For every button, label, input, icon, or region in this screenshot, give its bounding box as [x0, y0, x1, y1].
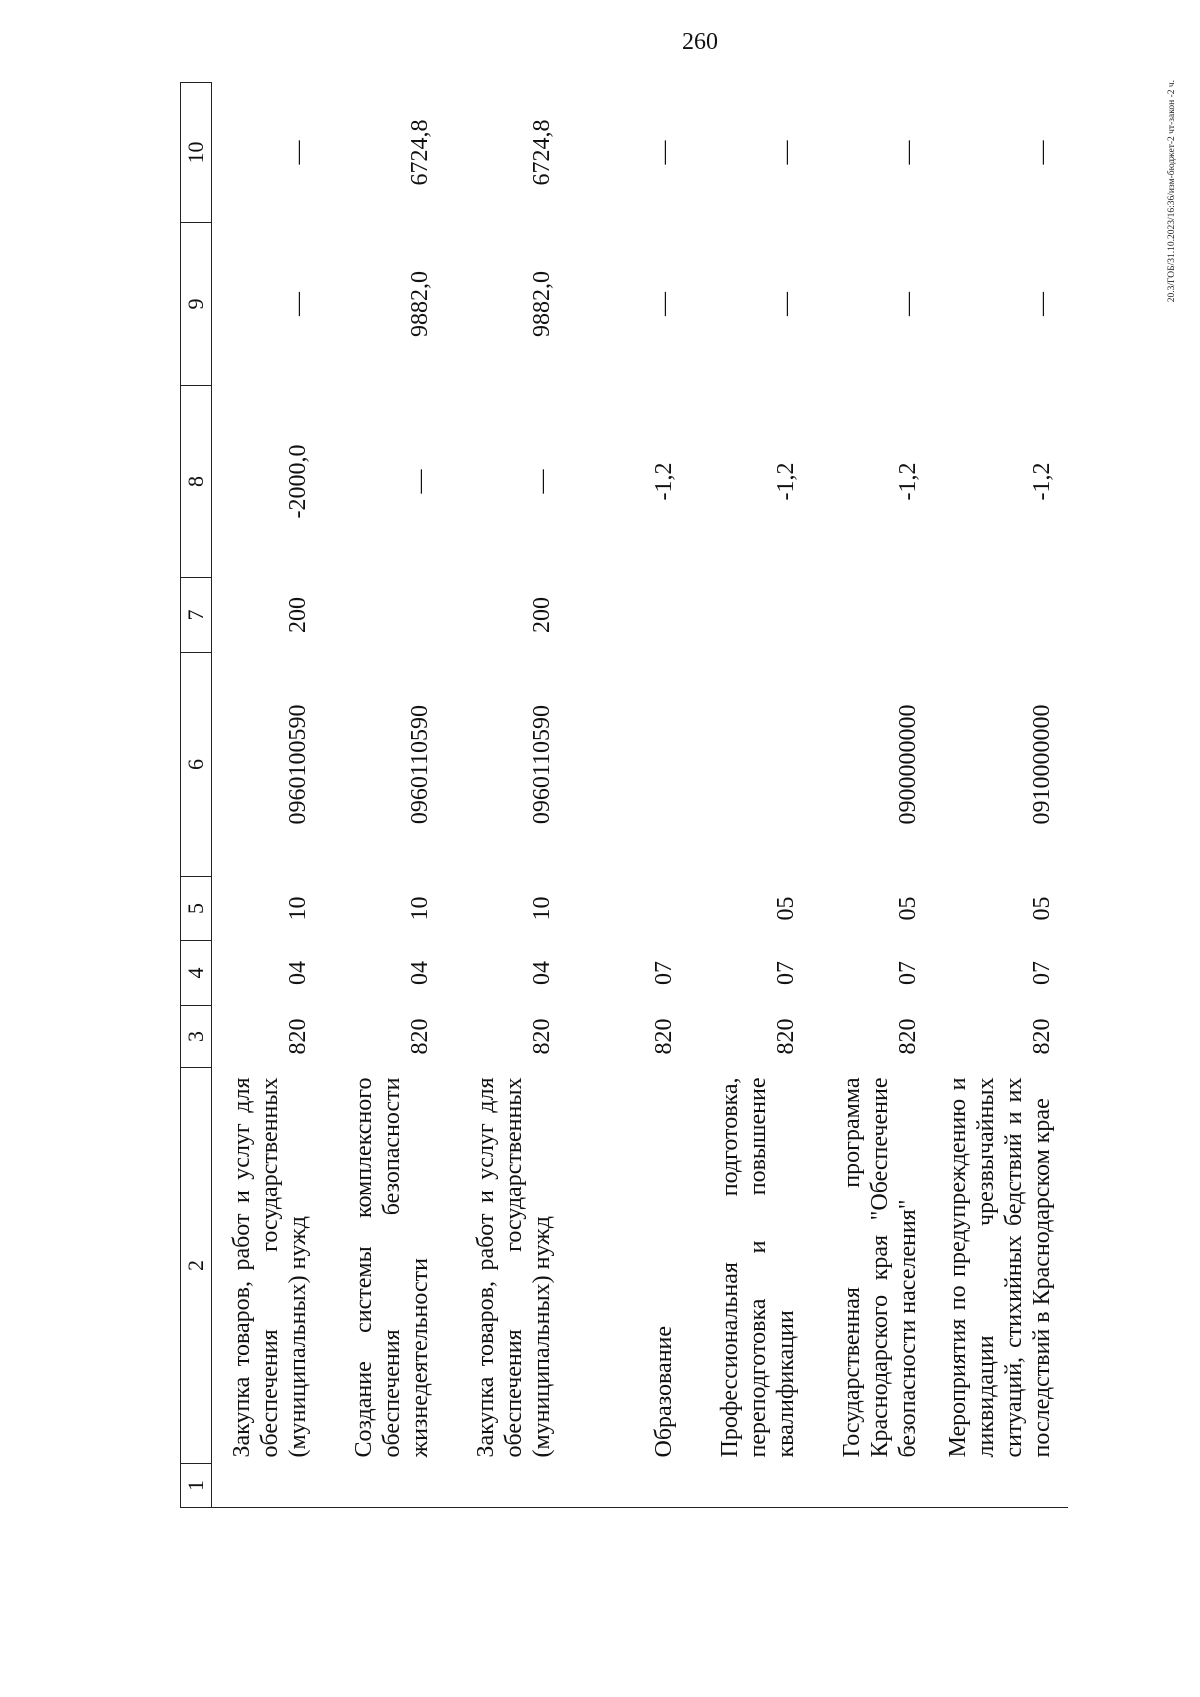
- cell-amount-col9: —: [895, 292, 921, 316]
- cell-expense-type: [812, 578, 934, 653]
- table-row: [324, 83, 446, 1508]
- cell-row-number: [690, 1464, 812, 1508]
- cell-amount-col10: —: [895, 140, 921, 165]
- cell-amount-col9: —: [651, 292, 677, 316]
- cell-section: 07: [1029, 961, 1055, 985]
- cell-expense-type: 200: [529, 597, 555, 633]
- cell-target-article: [568, 653, 690, 877]
- table-row: [446, 83, 568, 1508]
- cell-name: Профессиональная подготовка, переподготовка и повышение квалификации: [717, 1077, 799, 1458]
- cell-expense-type: [690, 578, 812, 653]
- cell-amount-col8: -1,2: [1029, 462, 1055, 501]
- table-row: [690, 83, 812, 1508]
- cell-amount-col8: -1,2: [651, 462, 677, 501]
- cell-amount-col10: —: [285, 140, 311, 165]
- cell-expense-type: 200: [285, 597, 311, 633]
- header-col-10: 10: [181, 83, 212, 223]
- cell-target-article: 0960110590: [407, 704, 433, 825]
- table-header-row: [181, 83, 212, 1508]
- page-number: 260: [682, 29, 718, 55]
- cell-name: Образование: [651, 1325, 677, 1458]
- cell-name: Закупка товаров, работ и услуг для обеспечения государственных (муниципальных) нужд: [473, 1077, 555, 1458]
- cell-amount-col10: —: [773, 140, 799, 165]
- cell-target-article: 0900000000: [895, 704, 921, 825]
- header-col-4: 4: [181, 941, 212, 1006]
- cell-row-number: [934, 1464, 1068, 1508]
- cell-subsection: 10: [529, 896, 555, 921]
- header-col-6: 6: [181, 653, 212, 877]
- cell-amount-col10: 6724,8: [529, 119, 555, 186]
- cell-expense-type: [934, 578, 1068, 653]
- cell-admin-code: 820: [529, 1018, 555, 1055]
- table-row: [812, 83, 934, 1508]
- cell-row-number: [812, 1464, 934, 1508]
- cell-section: 07: [773, 961, 799, 985]
- header-col-8: 8: [181, 386, 212, 578]
- cell-amount-col9: —: [285, 292, 311, 316]
- cell-amount-col9: 9882,0: [529, 271, 555, 337]
- cell-admin-code: 820: [285, 1018, 311, 1055]
- cell-amount-col9: 9882,0: [407, 271, 433, 337]
- table-row: [934, 83, 1068, 1508]
- cell-target-article: [690, 653, 812, 877]
- cell-amount-col8: -2000,0: [285, 444, 311, 519]
- header-col-1: 1: [181, 1464, 212, 1508]
- cell-admin-code: 820: [895, 1018, 921, 1055]
- cell-target-article: 0960110590: [529, 704, 555, 825]
- cell-row-number: [324, 1464, 446, 1508]
- cell-admin-code: 820: [773, 1018, 799, 1055]
- cell-subsection: 05: [773, 896, 799, 921]
- cell-amount-col8: -1,2: [895, 462, 921, 501]
- cell-target-article: 0960100590: [285, 704, 311, 825]
- cell-amount-col9: —: [1029, 292, 1055, 316]
- cell-amount-col8: —: [407, 469, 433, 494]
- cell-amount-col10: 6724,8: [407, 119, 433, 186]
- budget-table: [180, 82, 1068, 1508]
- cell-subsection: 10: [407, 896, 433, 921]
- header-col-9: 9: [181, 223, 212, 386]
- cell-subsection: 05: [1029, 896, 1055, 921]
- cell-name: Создание системы комплексного обеспечения безопасности жизнедеятельности: [351, 1077, 433, 1458]
- cell-admin-code: 820: [1029, 1018, 1055, 1055]
- cell-section: 07: [895, 961, 921, 985]
- cell-amount-col9: —: [773, 292, 799, 316]
- cell-amount-col10: —: [1029, 140, 1055, 165]
- cell-subsection: [568, 877, 690, 941]
- cell-amount-col8: —: [529, 469, 555, 494]
- cell-subsection: 10: [285, 896, 311, 921]
- footer-document-id: 20.3/ГОБ/31.10.2023/16:36/изм-бюджет-2 чт-закон -2 ч.: [1167, 80, 1177, 303]
- cell-section: 07: [651, 961, 677, 985]
- cell-row-number: [212, 1464, 325, 1508]
- cell-name: Государственная программа Краснодарского края "Обеспечение безопасности населения": [839, 1077, 921, 1458]
- cell-amount-col10: —: [651, 140, 677, 165]
- cell-expense-type: [568, 578, 690, 653]
- rotated-table-container: [180, 83, 1080, 1508]
- cell-row-number: [446, 1464, 568, 1508]
- cell-target-article: 0910000000: [1029, 704, 1055, 825]
- table-row: [568, 83, 690, 1508]
- table-row: [212, 83, 325, 1508]
- cell-admin-code: 820: [407, 1018, 433, 1055]
- cell-section: 04: [407, 961, 433, 985]
- header-col-3: 3: [181, 1006, 212, 1068]
- cell-subsection: 05: [895, 896, 921, 921]
- cell-row-number: [568, 1464, 690, 1508]
- cell-name: Мероприятия по предупреждению и ликвидации чрезвычайных ситуаций, стихийных бедствий и их последствий в Краснодарском крае: [945, 1077, 1055, 1458]
- header-col-7: 7: [181, 578, 212, 653]
- cell-admin-code: 820: [651, 1018, 677, 1055]
- cell-name: Закупка товаров, работ и услуг для обеспечения государственных (муниципальных) нужд: [229, 1077, 311, 1458]
- header-col-2: 2: [181, 1068, 212, 1464]
- cell-amount-col8: -1,2: [773, 462, 799, 501]
- cell-section: 04: [529, 961, 555, 985]
- cell-section: 04: [285, 961, 311, 985]
- cell-expense-type: [324, 578, 446, 653]
- header-col-5: 5: [181, 877, 212, 941]
